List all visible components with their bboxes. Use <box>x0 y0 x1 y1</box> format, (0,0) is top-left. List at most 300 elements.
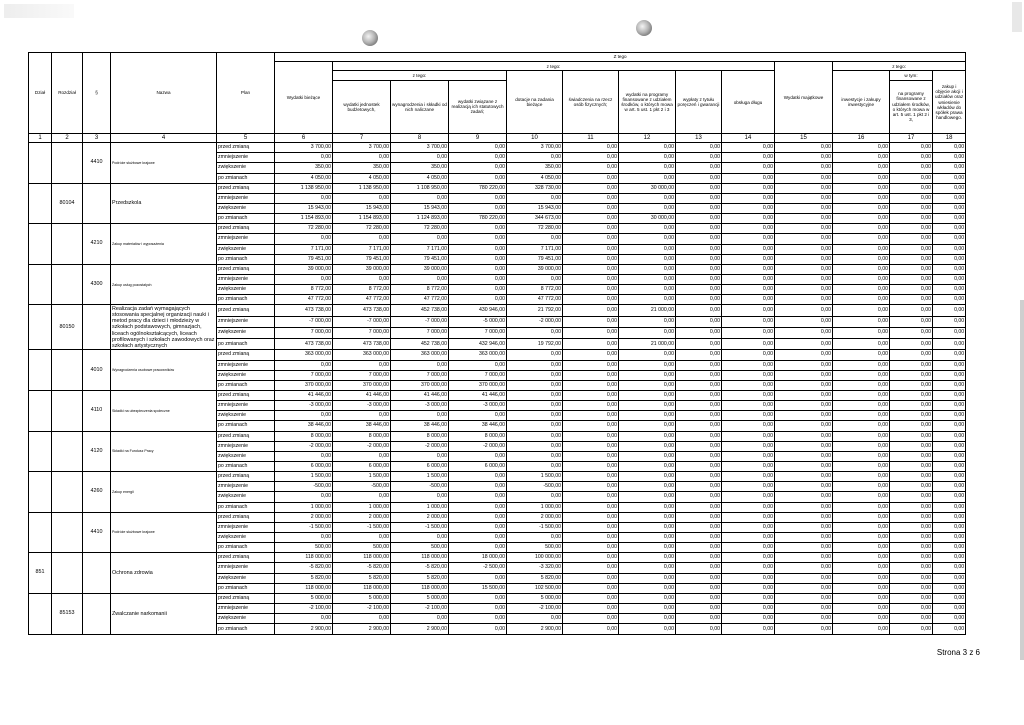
value-cell: 0,00 <box>775 421 833 431</box>
value-cell: 0,00 <box>563 316 619 327</box>
value-cell: 0,00 <box>833 563 890 573</box>
value-cell: 0,00 <box>619 391 676 401</box>
value-cell: 0,00 <box>619 380 676 390</box>
rozdzial-cell <box>52 224 83 265</box>
value-cell: 0,00 <box>933 327 966 338</box>
value-cell: 0,00 <box>890 614 933 624</box>
value-cell: 0,00 <box>775 583 833 593</box>
value-cell: 0,00 <box>619 401 676 411</box>
row-label: zmniejszenie <box>217 522 275 532</box>
value-cell: 0,00 <box>933 462 966 472</box>
dzial-cell <box>29 512 52 553</box>
value-cell: 0,00 <box>333 492 391 502</box>
value-cell: 0,00 <box>449 624 507 635</box>
value-cell: 4 050,00 <box>275 173 333 183</box>
value-cell: 0,00 <box>275 274 333 284</box>
value-cell: 38 446,00 <box>275 421 333 431</box>
value-cell: 0,00 <box>563 553 619 563</box>
row-label: po zmianach <box>217 462 275 472</box>
value-cell: 8 772,00 <box>391 285 449 295</box>
value-cell: 118 000,00 <box>333 553 391 563</box>
rozdzial-cell <box>52 350 83 391</box>
value-cell: 7 000,00 <box>333 327 391 338</box>
value-cell: 0,00 <box>563 451 619 461</box>
value-cell: 5 000,00 <box>333 593 391 603</box>
value-cell: 0,00 <box>676 431 722 441</box>
value-cell: 0,00 <box>933 224 966 234</box>
value-cell: 0,00 <box>333 451 391 461</box>
value-cell: 0,00 <box>722 193 775 203</box>
value-cell: 0,00 <box>833 234 890 244</box>
value-cell: 0,00 <box>507 153 563 163</box>
table-row <box>29 143 966 153</box>
value-cell: -2 000,00 <box>391 441 449 451</box>
value-cell: 370 000,00 <box>449 380 507 390</box>
value-cell: 432 946,00 <box>449 339 507 350</box>
value-cell: -3 000,00 <box>449 401 507 411</box>
value-cell: 0,00 <box>833 244 890 254</box>
value-cell: 5 000,00 <box>275 593 333 603</box>
row-label: zmniejszenie <box>217 603 275 613</box>
column-number: 10 <box>507 133 563 142</box>
value-cell: 0,00 <box>619 234 676 244</box>
value-cell: 0,00 <box>563 603 619 613</box>
value-cell: 0,00 <box>333 274 391 284</box>
value-cell: 0,00 <box>676 624 722 635</box>
value-cell: 0,00 <box>890 522 933 532</box>
row-label: przed zmianą <box>217 391 275 401</box>
value-cell: 0,00 <box>676 214 722 224</box>
value-cell: 0,00 <box>833 502 890 512</box>
value-cell: 0,00 <box>775 512 833 522</box>
value-cell: 0,00 <box>833 593 890 603</box>
value-cell: 0,00 <box>933 143 966 153</box>
value-cell: 0,00 <box>833 603 890 613</box>
column-number-row <box>29 133 966 142</box>
value-cell: 0,00 <box>775 234 833 244</box>
value-cell: 363 000,00 <box>275 350 333 360</box>
value-cell: 0,00 <box>890 583 933 593</box>
value-cell: 0,00 <box>676 614 722 624</box>
value-cell: 0,00 <box>619 143 676 153</box>
value-cell: 0,00 <box>676 462 722 472</box>
value-cell: 0,00 <box>449 224 507 234</box>
row-label: zmniejszenie <box>217 193 275 203</box>
value-cell: 0,00 <box>933 492 966 502</box>
value-cell: 0,00 <box>890 153 933 163</box>
column-number: 15 <box>775 133 833 142</box>
value-cell: 0,00 <box>833 614 890 624</box>
value-cell: 0,00 <box>833 153 890 163</box>
value-cell: 0,00 <box>933 482 966 492</box>
name-cell: Przedszkola <box>111 183 217 224</box>
value-cell: 0,00 <box>722 254 775 264</box>
column-number: 14 <box>722 133 775 142</box>
value-cell: 0,00 <box>890 327 933 338</box>
value-cell: 0,00 <box>449 204 507 214</box>
value-cell: 0,00 <box>619 411 676 421</box>
value-cell: 0,00 <box>563 462 619 472</box>
value-cell: 0,00 <box>775 522 833 532</box>
value-cell: 0,00 <box>890 234 933 244</box>
value-cell: 0,00 <box>722 183 775 193</box>
value-cell: -3 000,00 <box>391 401 449 411</box>
value-cell: 0,00 <box>833 421 890 431</box>
value-cell: 0,00 <box>890 295 933 305</box>
value-cell: 0,00 <box>722 451 775 461</box>
value-cell: 0,00 <box>275 153 333 163</box>
value-cell: 0,00 <box>449 163 507 173</box>
value-cell: 0,00 <box>507 274 563 284</box>
value-cell: -500,00 <box>507 482 563 492</box>
value-cell: 363 000,00 <box>391 350 449 360</box>
value-cell: 0,00 <box>449 472 507 482</box>
value-cell: 0,00 <box>833 472 890 482</box>
value-cell: 0,00 <box>449 512 507 522</box>
value-cell: 0,00 <box>563 573 619 583</box>
value-cell: 0,00 <box>775 472 833 482</box>
value-cell: 0,00 <box>507 441 563 451</box>
value-cell: 0,00 <box>563 305 619 316</box>
name-cell: Składki na Fundusz Pracy <box>111 431 217 472</box>
value-cell: 0,00 <box>449 143 507 153</box>
value-cell: -7 000,00 <box>391 316 449 327</box>
value-cell: 0,00 <box>676 153 722 163</box>
value-cell: 0,00 <box>619 593 676 603</box>
value-cell: 0,00 <box>676 380 722 390</box>
value-cell: 18 000,00 <box>449 553 507 563</box>
value-cell: 0,00 <box>933 624 966 635</box>
value-cell: 30 000,00 <box>619 214 676 224</box>
value-cell: 0,00 <box>933 421 966 431</box>
value-cell: 0,00 <box>775 173 833 183</box>
value-cell: 0,00 <box>333 614 391 624</box>
value-cell: 473 738,00 <box>333 339 391 350</box>
value-cell: 500,00 <box>333 543 391 553</box>
value-cell: 41 446,00 <box>449 391 507 401</box>
value-cell: 473 738,00 <box>275 339 333 350</box>
value-cell: 0,00 <box>775 553 833 563</box>
punch-hole <box>362 30 378 46</box>
value-cell: 0,00 <box>833 492 890 502</box>
value-cell: -2 000,00 <box>333 441 391 451</box>
value-cell: 0,00 <box>890 305 933 316</box>
paragraf-cell: 4410 <box>83 512 111 553</box>
value-cell: 0,00 <box>833 173 890 183</box>
scan-artifact <box>4 4 74 18</box>
rozdzial-cell <box>52 143 83 184</box>
value-cell: 0,00 <box>449 593 507 603</box>
value-cell: 0,00 <box>563 285 619 295</box>
value-cell: 0,00 <box>275 532 333 542</box>
value-cell: 0,00 <box>563 624 619 635</box>
value-cell: 0,00 <box>563 593 619 603</box>
value-cell: 0,00 <box>890 441 933 451</box>
value-cell: 0,00 <box>619 173 676 183</box>
value-cell: 0,00 <box>275 492 333 502</box>
value-cell: 0,00 <box>563 614 619 624</box>
name-cell: Realizacja zadań wymagających stosowania specjalnej organizacji nauki i metod pracy dla dzieci i młodzieży w szkołach podstawowych, gimnazjach, liceach ogólnokształcących, liceach profilowanych i szkołach zawodowych oraz szkołach artystycznych <box>111 305 217 350</box>
rozdzial-cell <box>52 391 83 432</box>
value-cell: 0,00 <box>563 350 619 360</box>
paragraf-cell <box>83 305 111 350</box>
value-cell: 0,00 <box>449 360 507 370</box>
value-cell: 41 446,00 <box>333 391 391 401</box>
value-cell: 0,00 <box>563 143 619 153</box>
table-row <box>29 431 966 441</box>
value-cell: 0,00 <box>563 492 619 502</box>
value-cell: 15 943,00 <box>391 204 449 214</box>
table-row <box>29 593 966 603</box>
value-cell: 0,00 <box>619 441 676 451</box>
column-number: 18 <box>933 133 966 142</box>
value-cell: 0,00 <box>391 451 449 461</box>
value-cell: 0,00 <box>563 173 619 183</box>
value-cell: 0,00 <box>676 553 722 563</box>
col-z-tego-majatkowe: z tego: <box>833 62 966 71</box>
value-cell: 0,00 <box>775 360 833 370</box>
value-cell: 2 000,00 <box>275 512 333 522</box>
value-cell: 0,00 <box>676 543 722 553</box>
column-number: 17 <box>890 133 933 142</box>
value-cell: 0,00 <box>722 380 775 390</box>
value-cell: 4 050,00 <box>391 173 449 183</box>
value-cell: 0,00 <box>619 583 676 593</box>
value-cell: 0,00 <box>275 451 333 461</box>
value-cell: 0,00 <box>890 563 933 573</box>
value-cell: 780 220,00 <box>449 214 507 224</box>
value-cell: 0,00 <box>563 204 619 214</box>
value-cell: 328 730,00 <box>507 183 563 193</box>
col-wydatki-biezace: Wydatki bieżące <box>275 62 333 134</box>
value-cell: 0,00 <box>890 193 933 203</box>
value-cell: 2 000,00 <box>391 512 449 522</box>
value-cell: 0,00 <box>449 274 507 284</box>
row-label: zmniejszenie <box>217 482 275 492</box>
table-row <box>29 264 966 274</box>
value-cell: 0,00 <box>449 532 507 542</box>
value-cell: 0,00 <box>833 339 890 350</box>
value-cell: 100 000,00 <box>507 553 563 563</box>
value-cell: 0,00 <box>890 431 933 441</box>
value-cell: 500,00 <box>275 543 333 553</box>
value-cell: 0,00 <box>563 254 619 264</box>
value-cell: 0,00 <box>775 143 833 153</box>
value-cell: 0,00 <box>449 153 507 163</box>
column-number: 4 <box>111 133 217 142</box>
col-obsluga-dlugu: obsługa długu <box>722 71 775 133</box>
value-cell: 0,00 <box>676 512 722 522</box>
value-cell: 0,00 <box>833 183 890 193</box>
rozdzial-cell <box>52 264 83 305</box>
value-cell: 0,00 <box>933 614 966 624</box>
value-cell: 0,00 <box>676 482 722 492</box>
column-number: 7 <box>333 133 391 142</box>
value-cell: 500,00 <box>507 543 563 553</box>
value-cell: 0,00 <box>449 543 507 553</box>
column-number: 12 <box>619 133 676 142</box>
value-cell: 0,00 <box>833 624 890 635</box>
value-cell: 0,00 <box>933 183 966 193</box>
value-cell: 0,00 <box>563 214 619 224</box>
value-cell: 0,00 <box>890 183 933 193</box>
value-cell: 0,00 <box>333 360 391 370</box>
row-label: zmniejszenie <box>217 274 275 284</box>
value-cell: 0,00 <box>676 339 722 350</box>
value-cell: 0,00 <box>833 532 890 542</box>
value-cell: 0,00 <box>890 401 933 411</box>
column-number: 8 <box>391 133 449 142</box>
value-cell: 0,00 <box>619 451 676 461</box>
value-cell: 0,00 <box>833 143 890 153</box>
value-cell: 0,00 <box>890 421 933 431</box>
value-cell: 0,00 <box>563 532 619 542</box>
col-wyplaty: wypłaty z tytułu poręczeń i gwarancji <box>676 71 722 133</box>
value-cell: 2 900,00 <box>391 624 449 635</box>
row-label: zwiększenie <box>217 492 275 502</box>
value-cell: 118 000,00 <box>391 583 449 593</box>
value-cell: 0,00 <box>833 350 890 360</box>
value-cell: 0,00 <box>722 563 775 573</box>
value-cell: 0,00 <box>722 360 775 370</box>
value-cell: 0,00 <box>619 285 676 295</box>
value-cell: 39 000,00 <box>333 264 391 274</box>
value-cell: 0,00 <box>775 401 833 411</box>
value-cell: 0,00 <box>563 482 619 492</box>
row-label: po zmianach <box>217 421 275 431</box>
value-cell: 0,00 <box>563 411 619 421</box>
value-cell: 0,00 <box>933 285 966 295</box>
value-cell: 7 171,00 <box>275 244 333 254</box>
value-cell: 0,00 <box>449 573 507 583</box>
value-cell: 5 820,00 <box>275 573 333 583</box>
value-cell: 370 000,00 <box>275 380 333 390</box>
value-cell: 0,00 <box>563 163 619 173</box>
value-cell: 0,00 <box>722 244 775 254</box>
value-cell: 0,00 <box>890 254 933 264</box>
value-cell: 0,00 <box>722 583 775 593</box>
value-cell: -5 000,00 <box>449 316 507 327</box>
value-cell: 4 050,00 <box>507 173 563 183</box>
column-number: 2 <box>52 133 83 142</box>
value-cell: 0,00 <box>890 214 933 224</box>
value-cell: 38 446,00 <box>449 421 507 431</box>
value-cell: 0,00 <box>563 543 619 553</box>
row-label: po zmianach <box>217 254 275 264</box>
value-cell: 0,00 <box>933 472 966 482</box>
value-cell: 0,00 <box>775 153 833 163</box>
value-cell: 7 000,00 <box>391 370 449 380</box>
value-cell: -1 500,00 <box>275 522 333 532</box>
value-cell: 0,00 <box>722 153 775 163</box>
dzial-cell: 851 <box>29 553 52 594</box>
paragraf-cell: 4010 <box>83 350 111 391</box>
value-cell: 0,00 <box>676 411 722 421</box>
value-cell: 0,00 <box>722 624 775 635</box>
value-cell: 0,00 <box>833 543 890 553</box>
value-cell: 0,00 <box>449 502 507 512</box>
value-cell: 0,00 <box>775 214 833 224</box>
value-cell: 0,00 <box>619 624 676 635</box>
row-label: przed zmianą <box>217 472 275 482</box>
value-cell: 118 000,00 <box>391 553 449 563</box>
value-cell: 0,00 <box>333 411 391 421</box>
value-cell: 0,00 <box>833 401 890 411</box>
value-cell: 1 500,00 <box>507 472 563 482</box>
value-cell: 0,00 <box>563 295 619 305</box>
value-cell: 0,00 <box>833 163 890 173</box>
value-cell: 2 900,00 <box>507 624 563 635</box>
value-cell: 8 772,00 <box>275 285 333 295</box>
value-cell: 0,00 <box>833 193 890 203</box>
value-cell: 0,00 <box>563 327 619 338</box>
value-cell: 0,00 <box>676 441 722 451</box>
value-cell: 0,00 <box>722 204 775 214</box>
value-cell: 0,00 <box>933 563 966 573</box>
value-cell: 0,00 <box>563 421 619 431</box>
value-cell: 0,00 <box>775 224 833 234</box>
value-cell: -5 820,00 <box>391 563 449 573</box>
value-cell: 0,00 <box>890 143 933 153</box>
col-zakup-akcji: zakup i objęcie akcji i udziałów oraz wniesienie wkładów do spółek prawa handlowego. <box>933 71 966 133</box>
paragraf-cell <box>83 593 111 634</box>
value-cell: 0,00 <box>933 431 966 441</box>
column-number: 5 <box>217 133 275 142</box>
value-cell: 0,00 <box>722 327 775 338</box>
table-row <box>29 512 966 522</box>
value-cell: 0,00 <box>507 401 563 411</box>
value-cell: 0,00 <box>619 316 676 327</box>
value-cell: 473 738,00 <box>333 305 391 316</box>
value-cell: 0,00 <box>775 482 833 492</box>
value-cell: 0,00 <box>722 339 775 350</box>
value-cell: 0,00 <box>775 614 833 624</box>
value-cell: 0,00 <box>933 593 966 603</box>
row-label: zmniejszenie <box>217 401 275 411</box>
value-cell: 15 943,00 <box>507 204 563 214</box>
value-cell: 0,00 <box>676 563 722 573</box>
value-cell: 0,00 <box>391 614 449 624</box>
rozdzial-cell <box>52 472 83 513</box>
row-label: po zmianach <box>217 583 275 593</box>
value-cell: 1 000,00 <box>507 502 563 512</box>
value-cell: 0,00 <box>833 264 890 274</box>
row-label: zwiększenie <box>217 451 275 461</box>
value-cell: 0,00 <box>619 614 676 624</box>
value-cell: 0,00 <box>890 492 933 502</box>
value-cell: 0,00 <box>775 573 833 583</box>
value-cell: 0,00 <box>619 492 676 502</box>
value-cell: -2 100,00 <box>507 603 563 613</box>
value-cell: 19 792,00 <box>507 339 563 350</box>
col-nazwa: Nazwa <box>111 53 217 134</box>
value-cell: 0,00 <box>890 593 933 603</box>
col-dotacje: dotacje na zadania bieżące <box>507 71 563 133</box>
value-cell: 0,00 <box>775 295 833 305</box>
col-paragraf: § <box>83 53 111 134</box>
value-cell: 118 000,00 <box>333 583 391 593</box>
value-cell: 0,00 <box>833 411 890 421</box>
value-cell: 0,00 <box>391 234 449 244</box>
value-cell: 0,00 <box>563 183 619 193</box>
value-cell: 0,00 <box>275 234 333 244</box>
value-cell: 0,00 <box>890 163 933 173</box>
value-cell: 0,00 <box>619 421 676 431</box>
value-cell: 0,00 <box>833 274 890 284</box>
value-cell: 0,00 <box>833 431 890 441</box>
value-cell: 0,00 <box>676 472 722 482</box>
value-cell: 0,00 <box>449 244 507 254</box>
